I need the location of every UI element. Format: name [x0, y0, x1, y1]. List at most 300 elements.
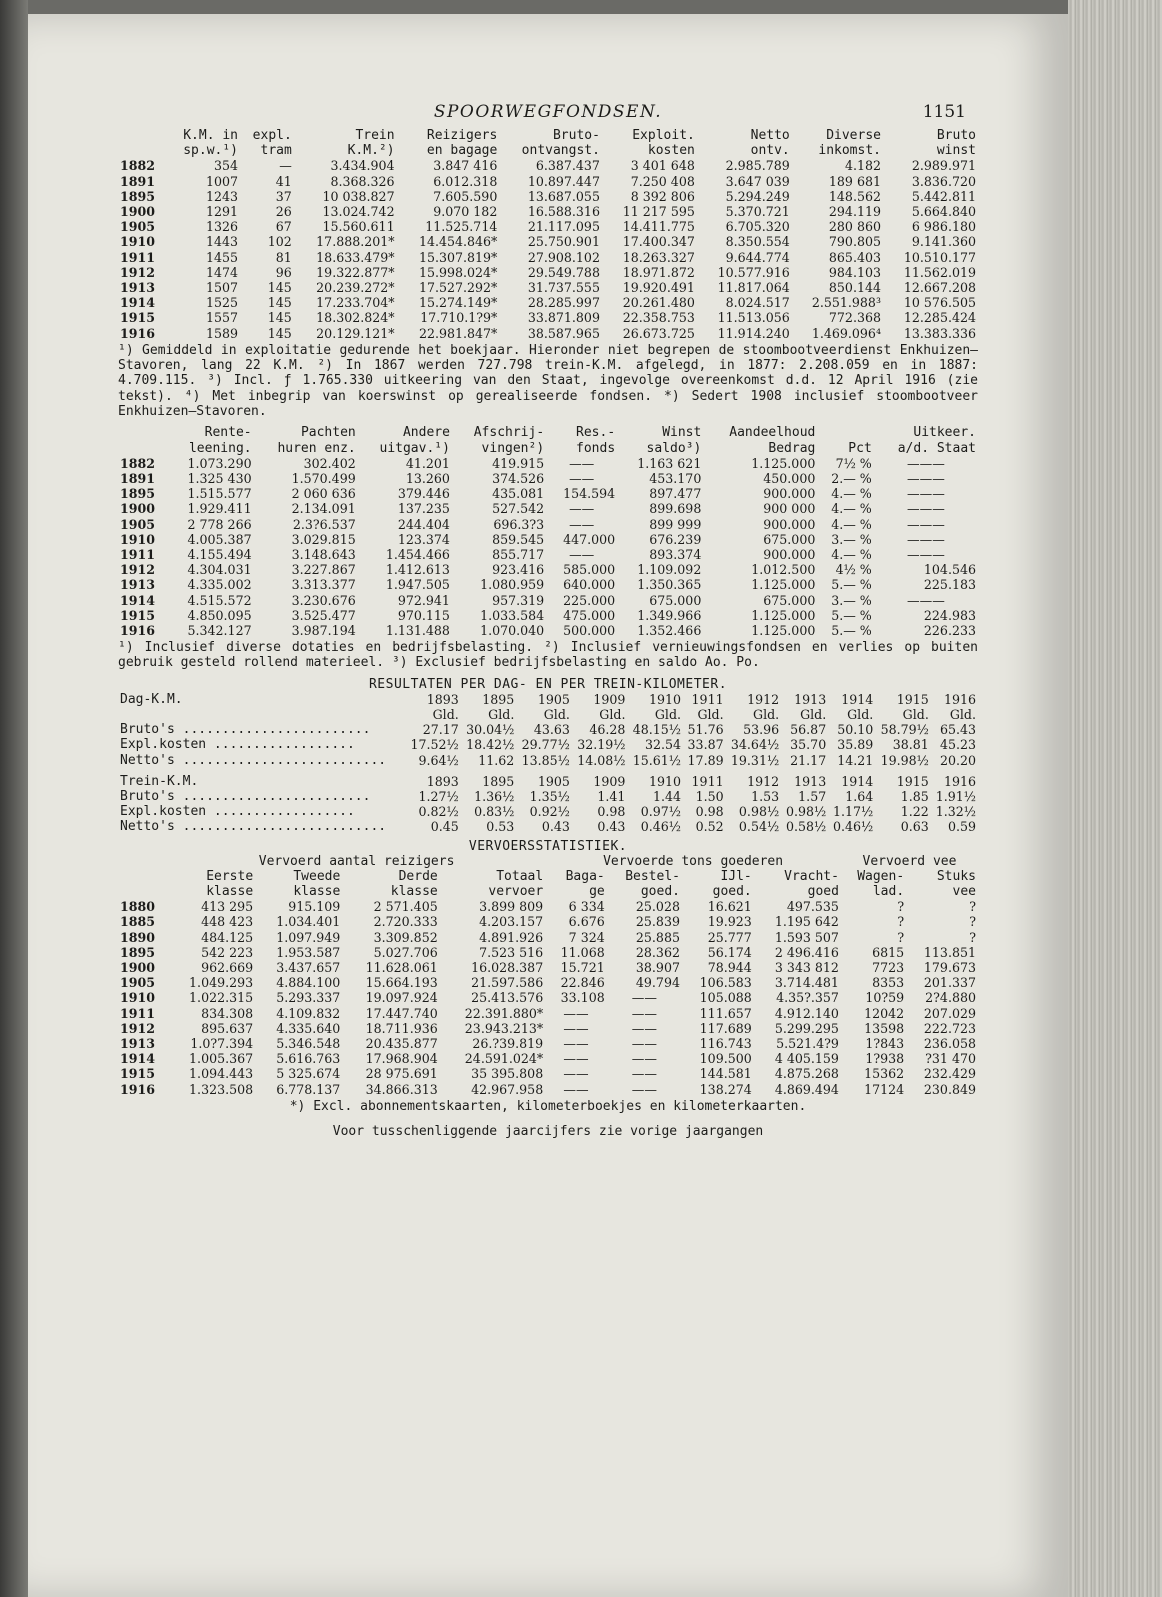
header-row — [118, 441, 978, 456]
value-cell: 2 060 636 — [291, 486, 356, 502]
value-cell: 8.350.554 — [725, 234, 790, 250]
value-cell: ? — [969, 929, 976, 945]
value-cell: 900.000 — [763, 516, 816, 532]
column-header — [118, 128, 167, 143]
value-cell: 224.983 — [923, 607, 976, 623]
value-cell: 225.000 — [563, 592, 616, 608]
value-cell: 5.442.811 — [911, 188, 976, 204]
value-cell: 3.437.657 — [276, 960, 341, 976]
table-row — [118, 819, 978, 834]
column-header: goed. — [712, 884, 752, 899]
value-cell: 419.915 — [492, 455, 545, 471]
table-row — [118, 623, 978, 638]
transport-section-title: VERVOERSSTATISTIEK. — [468, 838, 628, 854]
table-row — [118, 532, 978, 547]
value-cell: 1.469.096⁴ — [811, 325, 881, 341]
year-header: 1893 — [426, 773, 459, 789]
value-cell: 32.19½ — [577, 737, 626, 753]
value-cell: 18.42½ — [466, 737, 515, 753]
value-cell: 1?843 — [865, 1036, 905, 1052]
table-row — [118, 250, 978, 265]
column-header: expl. — [252, 128, 292, 143]
table-row — [118, 960, 978, 975]
value-cell: 1.17½ — [833, 804, 874, 820]
value-cell: 3.— % — [831, 592, 872, 608]
value-cell: 0.52 — [695, 819, 724, 835]
column-header: Bestel- — [625, 868, 680, 884]
profit-table — [118, 425, 978, 638]
value-cell: 4.109.832 — [276, 1005, 341, 1021]
value-cell: ——— — [907, 501, 945, 517]
value-cell: 542 223 — [201, 944, 254, 960]
value-cell: 2.134.091 — [291, 501, 356, 517]
year-cell: 1900 — [120, 204, 156, 220]
value-cell: 4.005.387 — [187, 531, 252, 547]
value-cell: 374.526 — [492, 470, 545, 486]
column-header: uitgav.¹) — [379, 440, 450, 456]
year-header: 1913 — [794, 773, 827, 789]
column-header: vervoer — [488, 884, 544, 899]
value-cell: 0.46½ — [833, 819, 874, 835]
value-cell: 25.777 — [707, 929, 752, 945]
table-row — [118, 945, 978, 960]
value-cell: 1507 — [205, 280, 239, 296]
value-cell: 5.294.249 — [725, 188, 790, 204]
value-cell: 2.989.971 — [911, 158, 976, 174]
column-header: sp.w.¹) — [183, 143, 239, 159]
value-cell: 25.750.901 — [527, 234, 600, 250]
value-cell: 4.884.100 — [276, 975, 341, 991]
value-cell: 1.57 — [798, 788, 827, 804]
table-row — [118, 265, 978, 280]
value-cell: 2 496.416 — [774, 944, 839, 960]
value-cell: 24.591.024* — [464, 1051, 544, 1067]
value-cell: 4.335.002 — [187, 577, 252, 593]
value-cell: ? — [897, 929, 905, 945]
value-cell: 19.98½ — [880, 752, 929, 768]
table-row — [118, 204, 978, 219]
value-cell: 1.131.488 — [385, 622, 450, 638]
value-cell: 12.285.424 — [903, 310, 976, 326]
group-header: Vervoerde tons goederen — [603, 853, 784, 869]
value-cell: 640.000 — [563, 577, 616, 593]
value-cell: 37 — [275, 188, 292, 204]
value-cell: 123.374 — [397, 531, 450, 547]
value-cell: 675.000 — [763, 592, 816, 608]
table-row — [118, 456, 978, 471]
table-row — [118, 789, 978, 804]
year-header: 1905 — [537, 773, 570, 789]
year-header: 1912 — [747, 691, 780, 707]
year-cell: 1915 — [120, 607, 156, 623]
value-cell: 11.525.714 — [425, 219, 498, 235]
value-cell: 294.119 — [828, 204, 881, 220]
column-header: winst — [936, 143, 976, 159]
value-cell: 915.109 — [288, 899, 341, 915]
table-row — [118, 486, 978, 501]
column-header: Res.- — [576, 425, 616, 441]
value-cell: 50.10 — [837, 722, 874, 738]
value-cell: 56.87 — [790, 722, 827, 738]
value-cell: 113.851 — [923, 944, 976, 960]
row-label: Dag-K.M. — [120, 691, 183, 707]
value-cell: 9.64½ — [418, 752, 459, 768]
value-cell: 0.43 — [541, 819, 570, 835]
value-cell: 20.261.480 — [622, 295, 695, 311]
value-cell: 18.302.824* — [316, 310, 395, 326]
value-cell: 4.304.031 — [187, 562, 252, 578]
value-cell: 957.319 — [492, 592, 545, 608]
column-header: K.M. in — [183, 128, 239, 143]
value-cell: 14.411.775 — [622, 219, 695, 235]
value-cell: 1.454.466 — [385, 546, 450, 562]
column-header: Trein — [355, 128, 395, 143]
value-cell: 144.581 — [699, 1066, 752, 1082]
column-header: Bruto — [936, 128, 976, 143]
value-cell: 33.87 — [687, 737, 724, 753]
value-cell: —— — [563, 1066, 589, 1082]
value-cell: 145 — [267, 310, 292, 326]
value-cell: 58.79½ — [880, 722, 929, 738]
row-label: Bruto's ........................ — [120, 788, 371, 804]
value-cell: 20.129.121* — [316, 325, 395, 341]
year-cell: 1914 — [120, 592, 156, 608]
table-row — [118, 1021, 978, 1036]
value-cell: 585.000 — [563, 562, 616, 578]
value-cell: 12.667.208 — [903, 280, 976, 296]
unit-cell: Gld. — [949, 706, 976, 722]
value-cell: 116.743 — [699, 1036, 752, 1052]
value-cell: 117.689 — [699, 1020, 752, 1036]
value-cell: 5.299.295 — [774, 1020, 839, 1036]
value-cell: 899 999 — [649, 516, 702, 532]
table-row — [118, 593, 978, 608]
column-header: Aandeelhoud — [729, 425, 816, 441]
year-header: 1912 — [747, 773, 780, 789]
value-cell: 19.322.877* — [316, 264, 395, 280]
value-cell: 302.402 — [303, 455, 356, 471]
column-header: Eerste — [206, 868, 254, 884]
value-cell: 41 — [275, 173, 292, 189]
value-cell: 280 860 — [828, 219, 881, 235]
year-cell: 1912 — [120, 1020, 156, 1036]
value-cell: 11.562.019 — [903, 264, 976, 280]
table-row — [118, 975, 978, 990]
value-cell: —— — [631, 1005, 657, 1021]
value-cell: 145 — [267, 280, 292, 296]
value-cell: 96 — [275, 264, 292, 280]
value-cell: 5.346.548 — [276, 1036, 341, 1052]
value-cell: 35.70 — [790, 737, 827, 753]
value-cell: 675.000 — [763, 531, 816, 547]
value-cell: 6 334 — [568, 899, 605, 915]
year-cell: 1900 — [120, 960, 156, 976]
value-cell: 4.875.268 — [774, 1066, 839, 1082]
value-cell: 35 395.808 — [471, 1066, 544, 1082]
value-cell: 222.723 — [923, 1020, 976, 1036]
value-cell: 0.98½ — [785, 804, 827, 820]
value-cell: 26.?39.819 — [472, 1036, 544, 1052]
column-header: Pct — [848, 440, 872, 456]
column-header: klasse — [390, 884, 438, 899]
table-row — [118, 990, 978, 1005]
unit-cell: Gld. — [697, 706, 724, 722]
value-cell: 5.— % — [831, 577, 872, 593]
revenue-table — [118, 128, 978, 341]
unit-cell: Gld. — [488, 706, 515, 722]
value-cell: 18.971.872 — [622, 264, 695, 280]
column-header: Tweede — [293, 868, 341, 884]
value-cell: 3 401 648 — [630, 158, 695, 174]
row-label: Expl.kosten .................. — [120, 804, 355, 820]
value-cell: 1.022.315 — [189, 990, 254, 1006]
value-cell: ——— — [907, 470, 945, 486]
value-cell: 13.024.742 — [322, 204, 395, 220]
value-cell: 34.866.313 — [365, 1081, 438, 1097]
value-cell: 3.899 809 — [479, 899, 544, 915]
value-cell: 22.391.880* — [464, 1005, 544, 1021]
value-cell: 6.676 — [568, 914, 605, 930]
value-cell: 0.98 — [695, 804, 724, 820]
column-header: Derde — [398, 868, 438, 884]
value-cell: 1.325 430 — [187, 470, 252, 486]
value-cell: 26 — [275, 204, 292, 220]
value-cell: —— — [631, 990, 657, 1006]
column-header: lad. — [872, 884, 905, 899]
value-cell: 9.141.360 — [911, 234, 976, 250]
value-cell: 1?938 — [865, 1051, 905, 1067]
value-cell: 13.260 — [405, 470, 450, 486]
value-cell: —— — [631, 1051, 657, 1067]
value-cell: 6.012.318 — [433, 173, 498, 189]
table-row — [118, 1066, 978, 1081]
column-header: kosten — [647, 143, 695, 159]
value-cell: 15.721 — [560, 960, 605, 976]
value-cell: 4.203.157 — [479, 914, 544, 930]
value-cell: 900 000 — [763, 501, 816, 517]
value-cell: 12042 — [864, 1005, 905, 1021]
column-header: Wagen- — [857, 868, 905, 884]
unit-cell: Gld. — [654, 706, 682, 722]
value-cell: 17.400.347 — [622, 234, 695, 250]
value-cell: 15362 — [864, 1066, 905, 1082]
year-header: 1909 — [593, 691, 626, 707]
value-cell: 41.201 — [405, 455, 450, 471]
column-header: a/d. Staat — [897, 440, 976, 456]
value-cell: 15.274.149* — [418, 295, 498, 311]
value-cell: 3.227.867 — [291, 562, 356, 578]
value-cell: 1.32½ — [935, 804, 976, 820]
value-cell: 11.628.061 — [365, 960, 438, 976]
value-cell: 0.92½ — [529, 804, 570, 820]
value-cell: 3.— % — [831, 531, 872, 547]
value-cell: 354 — [213, 158, 239, 174]
column-header: inkomst. — [818, 143, 881, 159]
value-cell: 897.477 — [649, 486, 702, 502]
year-cell: 1910 — [120, 531, 156, 547]
value-cell: 4.— % — [831, 516, 872, 532]
unit-cell: Gld. — [753, 706, 780, 722]
value-cell: 17.710.1?9* — [420, 310, 498, 326]
value-cell: ? — [969, 899, 976, 915]
value-cell: 790.805 — [828, 234, 881, 250]
year-header: 1895 — [482, 691, 515, 707]
value-cell: 78.944 — [707, 960, 752, 976]
table-row — [118, 517, 978, 532]
page-content — [118, 102, 978, 1139]
value-cell: 5.370.721 — [725, 204, 790, 220]
table-row — [118, 608, 978, 623]
column-header: ge — [589, 884, 605, 899]
value-cell: 19.923 — [707, 914, 752, 930]
value-cell: 10.897.447 — [527, 173, 600, 189]
value-cell: 3.836.720 — [911, 173, 976, 189]
value-cell: 1525 — [205, 295, 239, 311]
value-cell: 1.323.508 — [189, 1081, 254, 1097]
value-cell: —— — [631, 1020, 657, 1036]
value-cell: 1.53 — [751, 788, 780, 804]
value-cell: 0.54½ — [738, 819, 780, 835]
value-cell: 5.521.4?9 — [776, 1036, 839, 1052]
value-cell: 1243 — [205, 188, 239, 204]
value-cell: 23.943.213* — [464, 1020, 544, 1036]
value-cell: 18.711.936 — [365, 1020, 438, 1036]
year-cell: 1913 — [120, 577, 156, 593]
value-cell: 1.36½ — [474, 788, 515, 804]
header-row — [118, 869, 978, 884]
running-title: SPOORWEGFONDSEN. — [433, 102, 663, 122]
value-cell: 2 571.405 — [373, 899, 438, 915]
value-cell: 201.337 — [923, 975, 976, 991]
value-cell: 1.947.505 — [385, 577, 450, 593]
unit-cell: Gld. — [543, 706, 570, 722]
value-cell: 226.233 — [923, 622, 976, 638]
value-cell: 11.513.056 — [717, 310, 790, 326]
value-cell: —— — [569, 546, 595, 562]
value-cell: 9.644.774 — [725, 249, 790, 265]
table-row — [118, 1036, 978, 1051]
value-cell: 111.657 — [699, 1005, 752, 1021]
value-cell: 9.070 182 — [433, 204, 498, 220]
year-header: 1911 — [691, 773, 724, 789]
value-cell: 21.117.095 — [527, 219, 600, 235]
table-row — [118, 471, 978, 486]
value-cell: 19.31½ — [730, 752, 780, 768]
value-cell: 5.293.337 — [276, 990, 341, 1006]
value-cell: 1.195 642 — [774, 914, 839, 930]
value-cell: —— — [569, 455, 595, 471]
value-cell: 1.080.959 — [480, 577, 545, 593]
value-cell: —— — [569, 470, 595, 486]
page-stack-edge — [1068, 0, 1162, 1597]
results-per-km-table — [118, 692, 978, 835]
value-cell: 1.0?7.394 — [190, 1036, 254, 1052]
group-header: Vervoerd aantal reizigers — [258, 853, 455, 869]
value-cell: 1.570.499 — [291, 470, 356, 486]
value-cell: 5 325.674 — [276, 1066, 341, 1082]
year-header-row — [118, 692, 978, 707]
year-cell: 1912 — [120, 264, 156, 280]
value-cell: —— — [631, 1081, 657, 1097]
value-cell: 5.— % — [831, 622, 872, 638]
value-cell: 34.64½ — [730, 737, 780, 753]
value-cell: 7.250 408 — [630, 173, 695, 189]
value-cell: 145 — [267, 325, 292, 341]
column-header: Rente- — [204, 425, 252, 441]
value-cell: —— — [569, 501, 595, 517]
value-cell: 67 — [275, 219, 292, 235]
value-cell: 20.20 — [939, 752, 976, 768]
value-cell: 3.714.481 — [774, 975, 839, 991]
year-header-row — [118, 774, 978, 789]
value-cell: 8.024.517 — [725, 295, 790, 311]
value-cell: 1.070.040 — [480, 622, 545, 638]
year-cell: 1914 — [120, 295, 156, 311]
year-cell: 1911 — [120, 546, 156, 562]
table-row — [118, 326, 978, 341]
column-header: fonds — [576, 440, 616, 456]
book-spine-shadow — [0, 0, 28, 1597]
value-cell: 448 423 — [201, 914, 254, 930]
value-cell: 1443 — [205, 234, 239, 250]
year-cell: 1913 — [120, 280, 156, 296]
value-cell: 32.54 — [644, 737, 682, 753]
year-header: 1915 — [896, 773, 929, 789]
value-cell: 17.447.740 — [365, 1005, 438, 1021]
value-cell: 10.577.916 — [717, 264, 790, 280]
column-header: klasse — [293, 884, 341, 899]
value-cell: 1.005.367 — [189, 1051, 254, 1067]
unit-row — [118, 707, 978, 722]
value-cell: 6 986.180 — [911, 219, 976, 235]
year-cell: 1891 — [120, 470, 156, 486]
value-cell: 1.049.293 — [189, 975, 254, 991]
value-cell: 4.869.494 — [774, 1081, 839, 1097]
unit-cell: Gld. — [800, 706, 827, 722]
value-cell: ——— — [907, 592, 945, 608]
value-cell: ? — [897, 914, 905, 930]
table-row — [118, 219, 978, 234]
year-cell: 1905 — [120, 219, 156, 235]
group-header: Vervoerd vee — [862, 853, 957, 869]
value-cell: 16.028.387 — [471, 960, 544, 976]
year-header: 1905 — [537, 691, 570, 707]
value-cell: ——— — [907, 531, 945, 547]
column-header: Baga- — [565, 868, 605, 884]
column-header: en bagage — [426, 143, 498, 159]
value-cell: —— — [563, 1081, 589, 1097]
year-cell: 1895 — [120, 486, 156, 502]
year-cell: 1882 — [120, 455, 156, 471]
column-header: vingen²) — [481, 440, 545, 456]
table-row — [118, 295, 978, 310]
header-row — [118, 425, 978, 440]
column-header — [118, 425, 167, 440]
value-cell: 11.068 — [560, 944, 605, 960]
revenue-table-footnote: ¹) Gemiddeld in exploitatie gedurende het boekjaar. Hieronder niet begrepen de stoombootveerdienst Enkhuizen—Stavoren, lang 22 K.M. ²) In 1867 werden 727.798 trein-K.M. afgelegd, in 1877: 2.208.059 en in 1887: 4.709.115. ³) Incl. ƒ 1.765.330 uitkeering van den Staat, ingevolge overeenkomst d.d. 12 April 1916 (zie tekst). ⁴) Met inbegrip van koerswinst op gerealiseerde fondsen. *) Sedert 1908 inclusief stoombootveer Enkhuizen—Stavoren. — [118, 342, 978, 420]
column-header: Reizigers — [426, 128, 498, 143]
value-cell: 65.43 — [939, 722, 976, 738]
value-cell: 8 392 806 — [630, 188, 695, 204]
value-cell: 1.41 — [597, 788, 626, 804]
column-header — [118, 869, 168, 884]
year-cell: 1882 — [120, 158, 156, 174]
year-cell: 1900 — [120, 501, 156, 517]
value-cell: 138.274 — [699, 1081, 752, 1097]
value-cell: 25.028 — [635, 899, 680, 915]
value-cell: 1.034.401 — [276, 914, 341, 930]
table-row — [118, 737, 978, 752]
